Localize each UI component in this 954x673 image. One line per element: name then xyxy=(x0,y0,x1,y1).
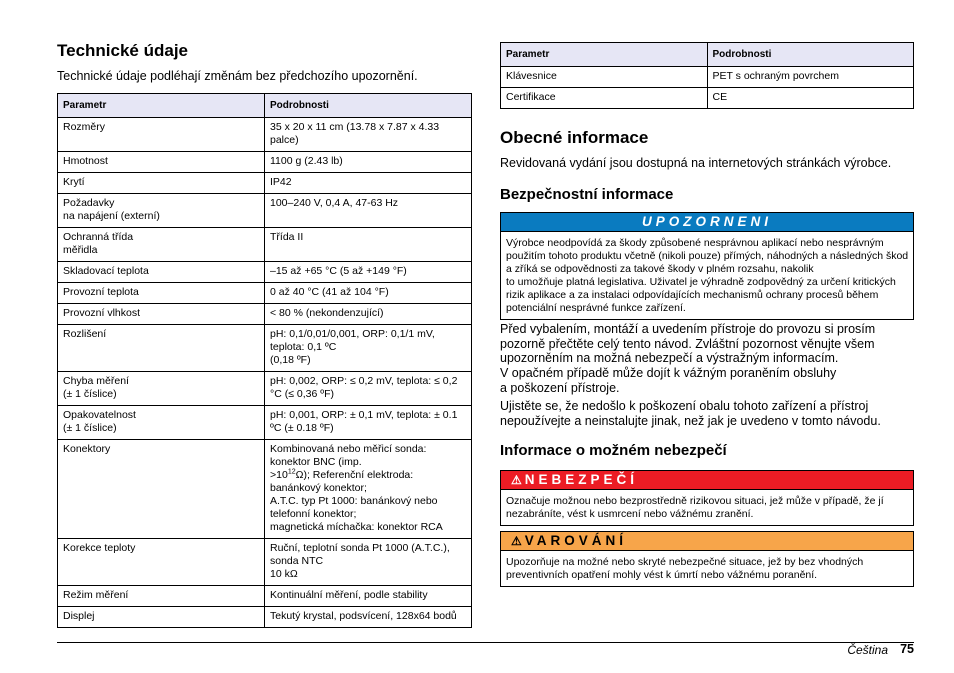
parameter-cell: Rozměry xyxy=(58,118,265,152)
table-row xyxy=(58,607,472,628)
details-cell: Kombinovaná nebo měřicí sonda: konektor BNC (imp. $>10^{12}\Omega$); Referenční elektroda: banánkový konektor; A.T.C. typ Pt 1000: banánkový nebo telefonní konektor; magnetická míchačka: konektor RCA xyxy=(265,440,472,539)
table-row xyxy=(58,372,472,406)
parameter-cell: Klávesnice xyxy=(501,67,708,88)
notice-box xyxy=(500,212,914,320)
general-text: Revidovaná vydání jsou dostupná na internetových stránkách výrobce. xyxy=(500,156,892,170)
details-cell: pH: 0,1/0,01/0,001, ORP: 0,1/1 mV, teplota: 0,1 ºC (0,18 ºF) xyxy=(265,325,472,372)
notice-header: UPOZORNENI xyxy=(501,213,913,232)
danger-header xyxy=(501,471,913,490)
table-row xyxy=(58,228,472,262)
footer-language: Čeština xyxy=(847,643,888,657)
danger-text: Označuje možnou nebo bezprostředně rizikovou situaci, jež může v případě, že jí nezabráníte, vést k usmrcení nebo vážnému zranění. xyxy=(506,495,884,520)
safety-paragraph-2: Ujistěte se, že nedošlo k poškození obalu tohoto zařízení a přístroj nepoužívejte a neinstalujte jinak, než jak je uvedeno v tomto návodu. xyxy=(500,399,881,428)
parameter-cell: Opakovatelnost (± 1 číslice) xyxy=(58,406,265,440)
details-cell: 1100 g (2.43 lb) xyxy=(265,152,472,173)
column-header-details: Podrobnosti xyxy=(707,43,914,67)
notice-text: Výrobce neodpovídá za škody způsobené nesprávnou aplikací nebo nesprávným použitím tohoto produktu včetně (nikoli pouze) přímých, náhodných a následných škod a zříká se odpovědnosti za takové škody v plném rozsahu, nakolik to umožňuje platná legislativa. Uživatel je výhradně zodpovědný za určení kritických rizik aplikace a za instalaci odpovídajících mechanismů ochrany procesů během potenciální nesprávné funkce zařízení. xyxy=(506,237,909,314)
footer-rule xyxy=(57,642,914,643)
column-header-parameter: Parametr xyxy=(501,43,708,67)
parameter-cell: Požadavky na napájení (externí) xyxy=(58,194,265,228)
table-row xyxy=(58,262,472,283)
parameter-cell: Konektory xyxy=(58,440,265,539)
details-cell: PET s ochraným povrchem xyxy=(707,67,914,88)
parameter-cell: Skladovací teplota xyxy=(58,262,265,283)
details-cell: Kontinuální měření, podle stability xyxy=(265,586,472,607)
details-cell: pH: 0,001, ORP: ± 0,1 mV, teplota: ± 0.1 ºC (± 0.18 ºF) xyxy=(265,406,472,440)
warning-label: VAROVÁNÍ xyxy=(524,533,628,548)
details-cell: pH: 0,002, ORP: ≤ 0,2 mV, teplota: ≤ 0,2 °C (≤ 0,36 ºF) xyxy=(265,372,472,406)
table-row xyxy=(58,406,472,440)
column-header-details: Podrobnosti xyxy=(265,94,472,118)
parameter-cell: Korekce teploty xyxy=(58,539,265,586)
table-row xyxy=(58,539,472,586)
table-row xyxy=(501,67,914,88)
danger-box xyxy=(500,470,914,526)
table-row xyxy=(58,194,472,228)
table-row xyxy=(58,118,472,152)
table-row xyxy=(58,325,472,372)
details-cell: 100–240 V, 0,4 A, 47-63 Hz xyxy=(265,194,472,228)
parameter-cell: Chyba měření (± 1 číslice) xyxy=(58,372,265,406)
parameter-cell: Hmotnost xyxy=(58,152,265,173)
subsection-title-safety: Bezpečnostní informace xyxy=(500,186,674,203)
spec-table xyxy=(57,93,472,628)
parameter-cell: Provozní vlhkost xyxy=(58,304,265,325)
table-row xyxy=(58,440,472,539)
details-cell: Ruční, teplotní sonda Pt 1000 (A.T.C.), sonda NTC 10 kΩ xyxy=(265,539,472,586)
warning-triangle-icon: ⚠ xyxy=(511,473,522,487)
warning-header xyxy=(501,532,913,551)
parameter-cell: Ochranná třída měřidla xyxy=(58,228,265,262)
details-cell: Třída II xyxy=(265,228,472,262)
parameter-cell: Režim měření xyxy=(58,586,265,607)
spec-table-continued xyxy=(500,42,914,109)
details-cell: Tekutý krystal, podsvícení, 128x64 bodů xyxy=(265,607,472,628)
section-title-technical: Technické údaje xyxy=(57,41,189,60)
spec-table-wrap xyxy=(57,93,472,628)
table-row xyxy=(58,283,472,304)
warning-text: Upozorňuje na možné nebo skryté nebezpečné situace, jež by bez vhodných preventivních opatření mohly vést k úmrtí nebo vážnému poranění. xyxy=(506,556,864,581)
details-cell: –15 až +65 °C (5 až +149 °F) xyxy=(265,262,472,283)
table-row xyxy=(58,173,472,194)
safety-paragraph-1: Před vybalením, montáží a uvedením přístroje do provozu si prosím pozorně přečtěte celý tento návod. Zvláštní pozornost věnujte všem upozorněním na možná nebezpečí a výstražným informacím. V opačném případě může dojít k vážným poraněním obsluhy a poškození přístroje. xyxy=(500,322,876,395)
section-title-general: Obecné informace xyxy=(500,128,649,147)
parameter-cell: Displej xyxy=(58,607,265,628)
danger-label: NEBEZPEČÍ xyxy=(524,472,639,487)
warning-triangle-icon: ⚠ xyxy=(511,534,522,548)
parameter-cell: Rozlišení xyxy=(58,325,265,372)
details-cell: CE xyxy=(707,88,914,109)
table-row xyxy=(58,586,472,607)
subsection-title-hazard: Informace o možném nebezpečí xyxy=(500,442,727,459)
details-cell: 0 až 40 °C (41 až 104 °F) xyxy=(265,283,472,304)
technical-intro: Technické údaje podléhají změnám bez předchozího upozornění. xyxy=(57,69,418,83)
column-header-parameter: Parametr xyxy=(58,94,265,118)
details-cell: IP42 xyxy=(265,173,472,194)
warning-box xyxy=(500,531,914,587)
spec-table-continued-wrap xyxy=(500,42,914,109)
parameter-cell: Provozní teplota xyxy=(58,283,265,304)
table-row xyxy=(58,304,472,325)
details-cell: < 80 % (nekondenzující) xyxy=(265,304,472,325)
details-cell: 35 x 20 x 11 cm (13.78 x 7.87 x 4.33 palce) xyxy=(265,118,472,152)
parameter-cell: Certifikace xyxy=(501,88,708,109)
table-row xyxy=(501,88,914,109)
table-row xyxy=(58,152,472,173)
parameter-cell: Krytí xyxy=(58,173,265,194)
page-number: 75 xyxy=(900,642,914,656)
